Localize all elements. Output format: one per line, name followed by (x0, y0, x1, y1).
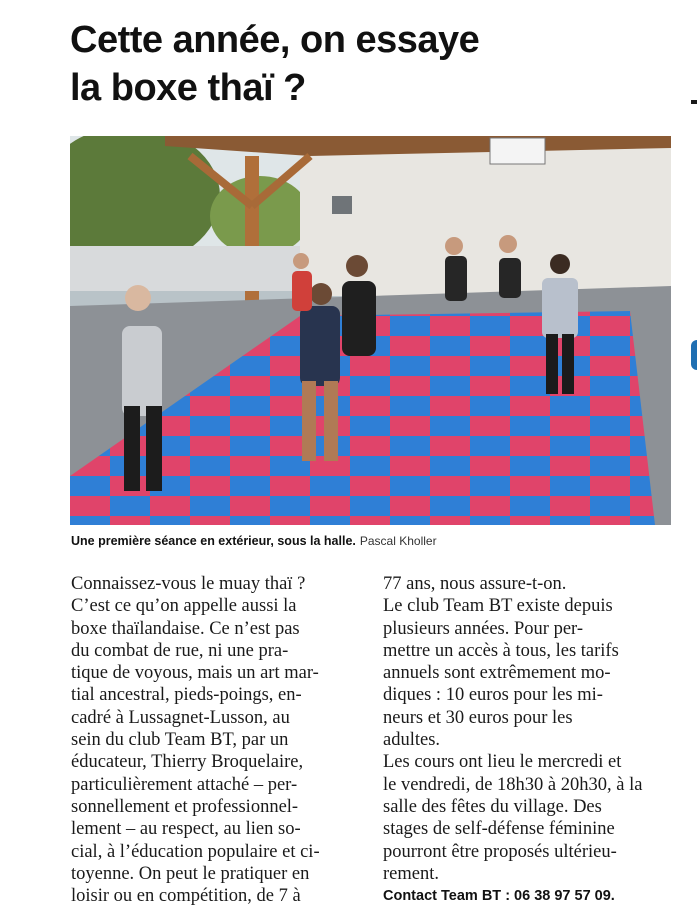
contact-line: Contact Team BT : 06 38 97 57 09. (383, 888, 615, 905)
body-line: pourront être proposés ultérieu- (383, 841, 617, 862)
body-line: Connaissez-vous le muay thaï ? (71, 574, 306, 594)
body-line: neurs et 30 euros pour les (383, 707, 573, 728)
body-line: cial, à l’éducation populaire et ci- (71, 841, 320, 862)
body-line: éducateur, Thierry Broquelaire, (71, 752, 304, 773)
headline-line-2: la boxe thaï ? (70, 67, 306, 109)
article-column-right (383, 573, 673, 907)
body-line: rement. (383, 863, 439, 884)
body-line: sein du club Team BT, par un (71, 730, 289, 751)
body-line: plusieurs années. Pour per- (383, 618, 583, 639)
body-line: le vendredi, de 18h30 à 20h30, à la (383, 774, 643, 795)
body-line: diques : 10 euros pour les mi- (383, 685, 603, 706)
body-line: lement – au respect, au lien so- (71, 819, 301, 840)
headline-line-1: Cette année, on essaye (70, 19, 480, 61)
body-line: cadré à Lussagnet-Lusson, au (71, 707, 290, 728)
body-line: boxe thaïlandaise. Ce n’est pas (71, 618, 300, 639)
body-line: tique de voyous, mais un art mar- (71, 663, 319, 684)
article-photo (70, 136, 671, 525)
caption-text: Une première séance en extérieur, sous la halle. (71, 534, 356, 548)
body-line: particulièrement attaché – per- (71, 774, 298, 795)
body-line: toyenne. On peut le pratiquer en (71, 863, 310, 884)
body-line: annuels sont extrêmement mo- (383, 663, 611, 684)
body-line: Les cours ont lieu le mercredi et (383, 752, 622, 773)
page-edge-mark (691, 100, 697, 104)
photo-credit: Pascal Kholler (359, 534, 437, 548)
body-line: stages de self-défense féminine (383, 819, 615, 840)
body-line: du combat de rue, ni une pra- (71, 640, 289, 661)
body-line: mettre un accès à tous, les tarifs (383, 640, 619, 661)
body-line: salle des fêtes du village. Des (383, 796, 602, 817)
body-line: sonnellement et professionnel- (71, 796, 299, 817)
body-line: adultes. (383, 730, 441, 751)
page-edge-mark (691, 340, 697, 370)
photo-muay-thai-session-icon (70, 136, 671, 525)
headline (70, 16, 590, 112)
article-column-left (71, 573, 361, 907)
body-line: C’est ce qu’on appelle aussi la (71, 596, 297, 617)
photo-caption (71, 532, 671, 550)
body-line: Le club Team BT existe depuis (383, 596, 613, 617)
body-line: loisir ou en compétition, de 7 à (71, 886, 301, 907)
body-line: 77 ans, nous assure-t-on. (383, 574, 567, 594)
body-line: tial ancestral, pieds-poings, en- (71, 685, 302, 706)
